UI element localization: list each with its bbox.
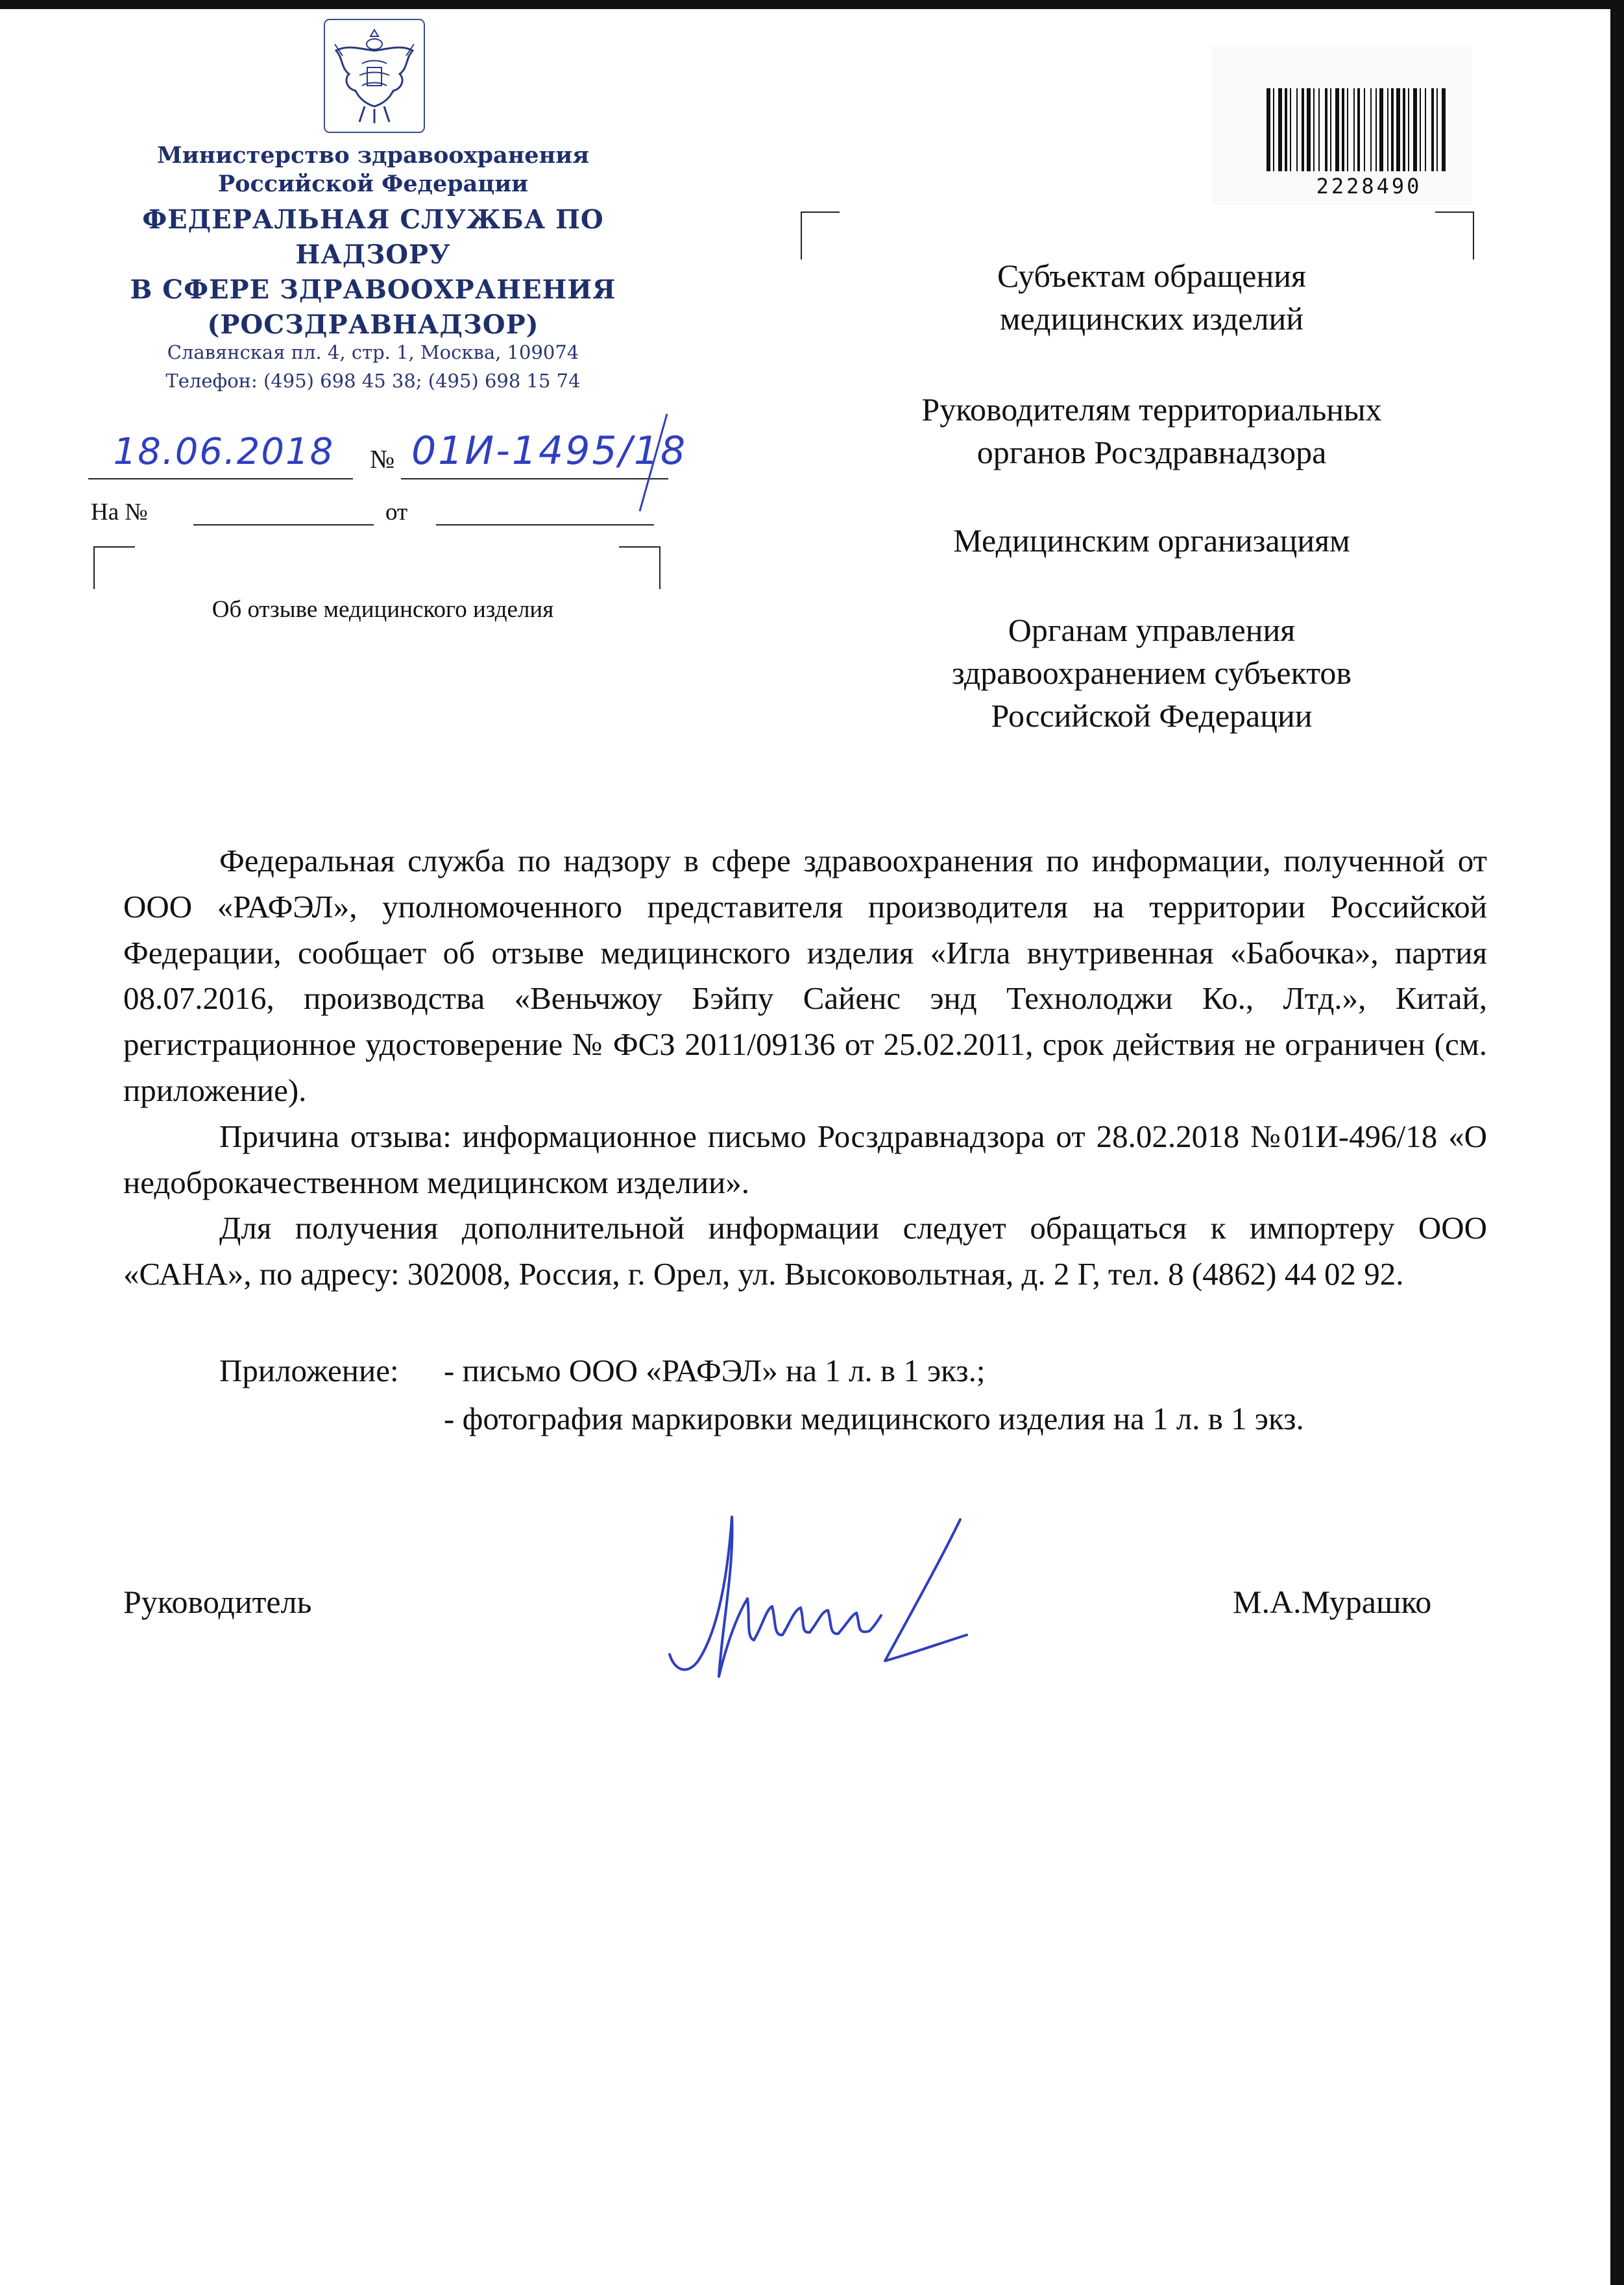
body-paragraph: Федеральная служба по надзору в сфере здравоохранения по информации, полученной от ООО «РАФЭЛ», уполномоченного представителя производителя на территории Российской Федерации, сообщает об отзыве медицинского изделия «Игла внутривенная «Бабочка», партия 08.07.2016, производства «Веньчжоу Бэйпу Сайенс энд Технолоджи Ко., Лтд.», Китай, регистрационное удостоверение № ФСЗ 2011/09136 от 25.02.2011, срок действия не ограничен (см. приложение). [123,843,1487,1108]
addressee-line: Субъектам обращения [997,258,1306,294]
reply-to-blank [193,524,374,526]
reply-to-label: На № [91,499,148,526]
addressee-line: здравоохранением субъектов [951,655,1352,691]
subject-bracket-right [619,546,661,589]
service-line: (РОСЗДРАВНАДЗОР) [207,309,539,340]
from-blank [436,524,654,526]
letter-subject: Об отзыве медицинского изделия [212,596,554,623]
addressee-block [843,388,1460,474]
addressee-line: медицинских изделий [999,300,1304,337]
scan-edge-right [1610,0,1624,2285]
addressee-line: Российской Федерации [991,697,1313,734]
number-underline [401,478,668,479]
attachments-label: Приложение: [219,1353,399,1388]
registration-number: 01И-1495/18 [411,428,688,474]
scan-edge-top [0,0,1624,9]
letter-body [123,838,1487,1298]
subject-bracket-left [93,546,135,589]
addressee-line: Медицинским организациям [953,522,1350,559]
addressee-block [843,254,1460,340]
handwritten-signature [662,1501,1012,1696]
office-address: Славянская пл. 4, стр. 1, Москва, 109074 [167,341,579,363]
signer-title: Руководитель [123,1584,312,1620]
service-line: В СФЕРЕ ЗДРАВООХРАНЕНИЯ [130,274,616,305]
addressee-bracket-left [801,212,840,260]
date-underline [88,478,353,479]
ministry-name [123,141,623,199]
service-name [71,202,675,343]
barcode-icon [1264,88,1466,174]
addressee-bracket-right [1435,212,1474,260]
ministry-line: Министерство здравоохранения [156,142,590,169]
addressee-line: Руководителям территориальных [921,391,1382,428]
registration-date: 18.06.2018 [113,431,335,473]
ministry-line: Российской Федерации [217,171,529,197]
office-phone: Телефон: (495) 698 45 38; (495) 698 15 74 [165,370,581,392]
body-paragraph: Причина отзыва: информационное письмо Росздравнадзора от 28.02.2018 №01И-496/18 «О недоброкачественном медицинском изделии». [123,1118,1487,1200]
addressee-line: органов Росздравнадзора [976,434,1327,470]
addressee-block [843,609,1460,737]
attachment-item: - письмо ООО «РАФЭЛ» на 1 л. в 1 экз.; [444,1353,986,1388]
service-line: ФЕДЕРАЛЬНАЯ СЛУЖБА ПО НАДЗОРУ [142,204,604,270]
addressee-block [843,519,1460,562]
handwritten-slash [633,411,672,515]
barcode-number: 2228490 [1316,174,1422,199]
addressee-line: Органам управления [1008,612,1296,648]
from-label: от [385,499,408,526]
coat-of-arms-icon [323,18,426,134]
body-paragraph: Для получения дополнительной информации следует обращаться к импортеру ООО «САНА», по адресу: 302008, Россия, г. Орел, ул. Высоковольтная, д. 2 Г, тел. 8 (4862) 44 02 92. [123,1210,1487,1292]
number-label: № [370,444,395,474]
signer-name: М.А.Мурашко [1233,1584,1432,1620]
attachment-item: - фотография маркировки медицинского изделия на 1 л. в 1 экз. [444,1401,1304,1436]
